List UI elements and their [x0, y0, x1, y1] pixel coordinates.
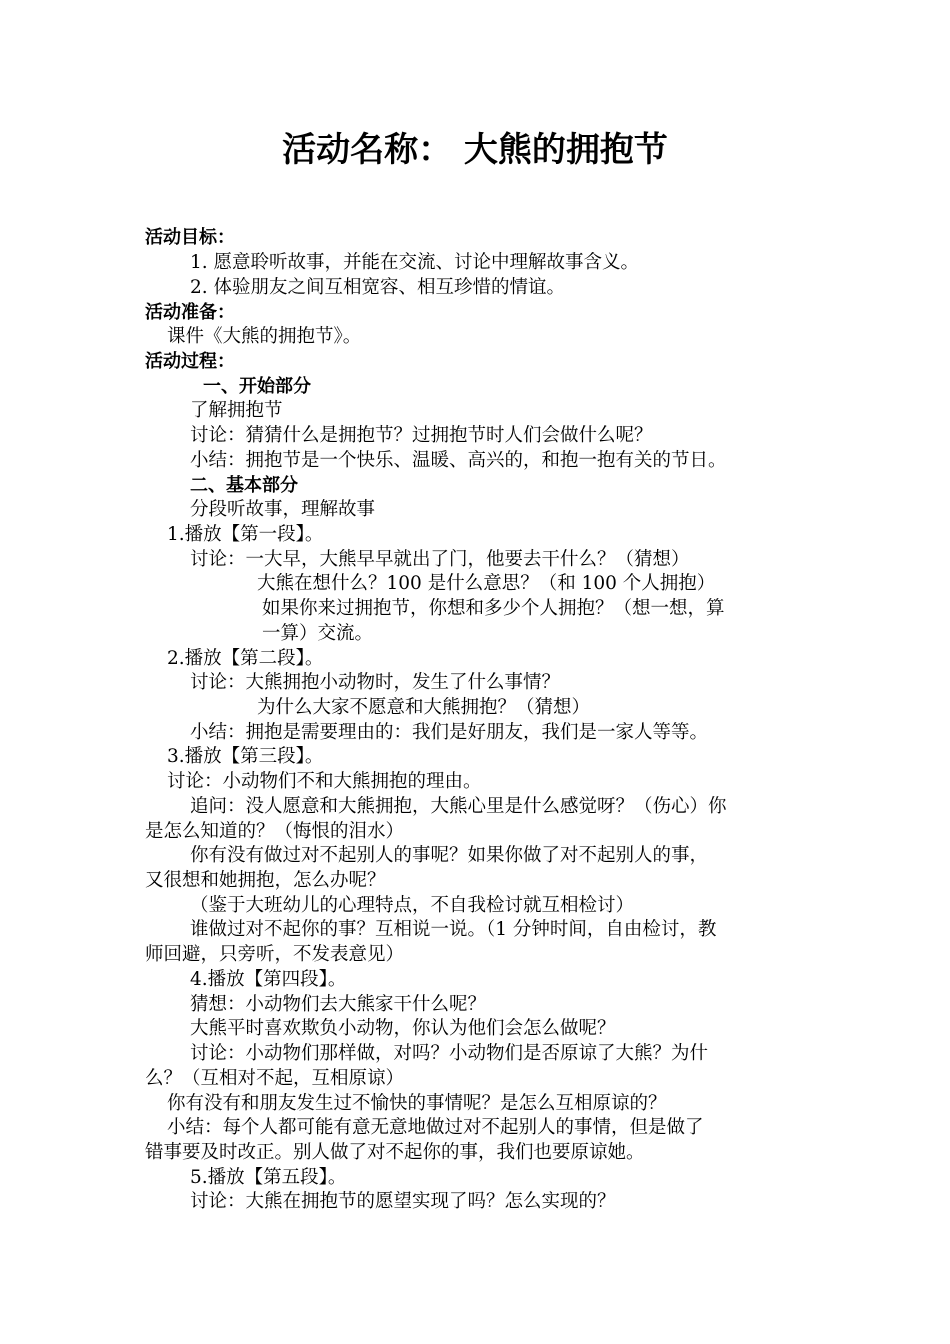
step-heading-2: 2.播放【第二段】。: [167, 648, 324, 669]
step-heading-1: 1.播放【第一段】。: [167, 524, 324, 545]
section-heading-goals: 活动目标：: [145, 227, 235, 248]
step-heading-3: 3.播放【第三段】。: [167, 746, 324, 767]
step-heading-4: 4.播放【第四段】。: [190, 969, 347, 990]
paragraph-line: 么？（互相对不起，互相原谅）: [145, 1068, 405, 1089]
document-title: 活动名称： 大熊的拥抱节: [282, 130, 668, 170]
subsection-heading-start: 一、开始部分: [203, 376, 311, 397]
paragraph-line: 讨论：猜猜什么是拥抱节？过拥抱节时人们会做什么呢？: [190, 425, 653, 446]
paragraph-line: 错事要及时改正。别人做了对不起你的事，我们也要原谅她。: [145, 1142, 645, 1163]
goal-item-1: 1. 愿意聆听故事，并能在交流、讨论中理解故事含义。: [190, 252, 640, 273]
paragraph-line: 猜想：小动物们去大熊家干什么呢？: [190, 994, 487, 1015]
section-heading-process: 活动过程：: [145, 351, 235, 372]
goal-item-2: 2. 体验朋友之间互相宽容、相互珍惜的情谊。: [190, 277, 566, 298]
paragraph-line: 讨论：大熊拥抱小动物时，发生了什么事情？: [190, 672, 561, 693]
paragraph-line: 大熊平时喜欢欺负小动物，你认为他们会怎么做呢？: [190, 1018, 616, 1039]
paragraph-line: 讨论：大熊在拥抱节的愿望实现了吗？怎么实现的？: [190, 1191, 616, 1212]
paragraph-line: 你有没有和朋友发生过不愉快的事情呢？是怎么互相原谅的？: [167, 1093, 667, 1114]
paragraph-line: 讨论：小动物们那样做，对吗？小动物们是否原谅了大熊？为什: [190, 1043, 709, 1064]
paragraph-line: 讨论：小动物们不和大熊拥抱的理由。: [167, 771, 482, 792]
paragraph-line: 又很想和她拥抱，怎么办呢？: [145, 870, 386, 891]
paragraph-line: 如果你来过拥抱节，你想和多少个人拥抱？（想一想，算: [262, 598, 725, 619]
paragraph-line: 讨论：一大早，大熊早早就出了门，他要去干什么？（猜想）: [190, 549, 690, 570]
paragraph-line: 分段听故事，理解故事: [190, 499, 376, 520]
subsection-heading-basic: 二、基本部分: [190, 475, 298, 496]
paragraph-line: 小结：拥抱是需要理由的：我们是好朋友，我们是一家人等等。: [190, 722, 709, 743]
paragraph-line: 师回避，只旁听，不发表意见）: [145, 944, 405, 965]
paragraph-line: 小结：拥抱节是一个快乐、温暖、高兴的，和抱一抱有关的节日。: [190, 450, 727, 471]
paragraph-line: 为什么大家不愿意和大熊拥抱？（猜想）: [257, 697, 591, 718]
paragraph-line: 一算）交流。: [262, 623, 374, 644]
paragraph-line: 小结：每个人都可能有意无意地做过对不起别人的事情，但是做了: [167, 1117, 704, 1138]
paragraph-line: 大熊在想什么？100 是什么意思？（和 100 个人拥抱）: [257, 573, 716, 594]
paragraph-line: 了解拥抱节: [190, 400, 283, 421]
paragraph-line: 追问：没人愿意和大熊拥抱，大熊心里是什么感觉呀？（伤心）你: [190, 796, 727, 817]
section-heading-preparation: 活动准备：: [145, 302, 235, 323]
paragraph-line: 你有没有做过对不起别人的事呢？如果你做了对不起别人的事，: [190, 845, 709, 866]
step-heading-5: 5.播放【第五段】。: [190, 1167, 347, 1188]
preparation-text: 课件《大熊的拥抱节》。: [167, 326, 362, 347]
paragraph-line: 谁做过对不起你的事？互相说一说。（1 分钟时间，自由检讨，教: [190, 919, 717, 940]
paragraph-line: （鉴于大班幼儿的心理特点，不自我检讨就互相检讨）: [190, 895, 635, 916]
paragraph-line: 是怎么知道的？（悔恨的泪水）: [145, 821, 405, 842]
